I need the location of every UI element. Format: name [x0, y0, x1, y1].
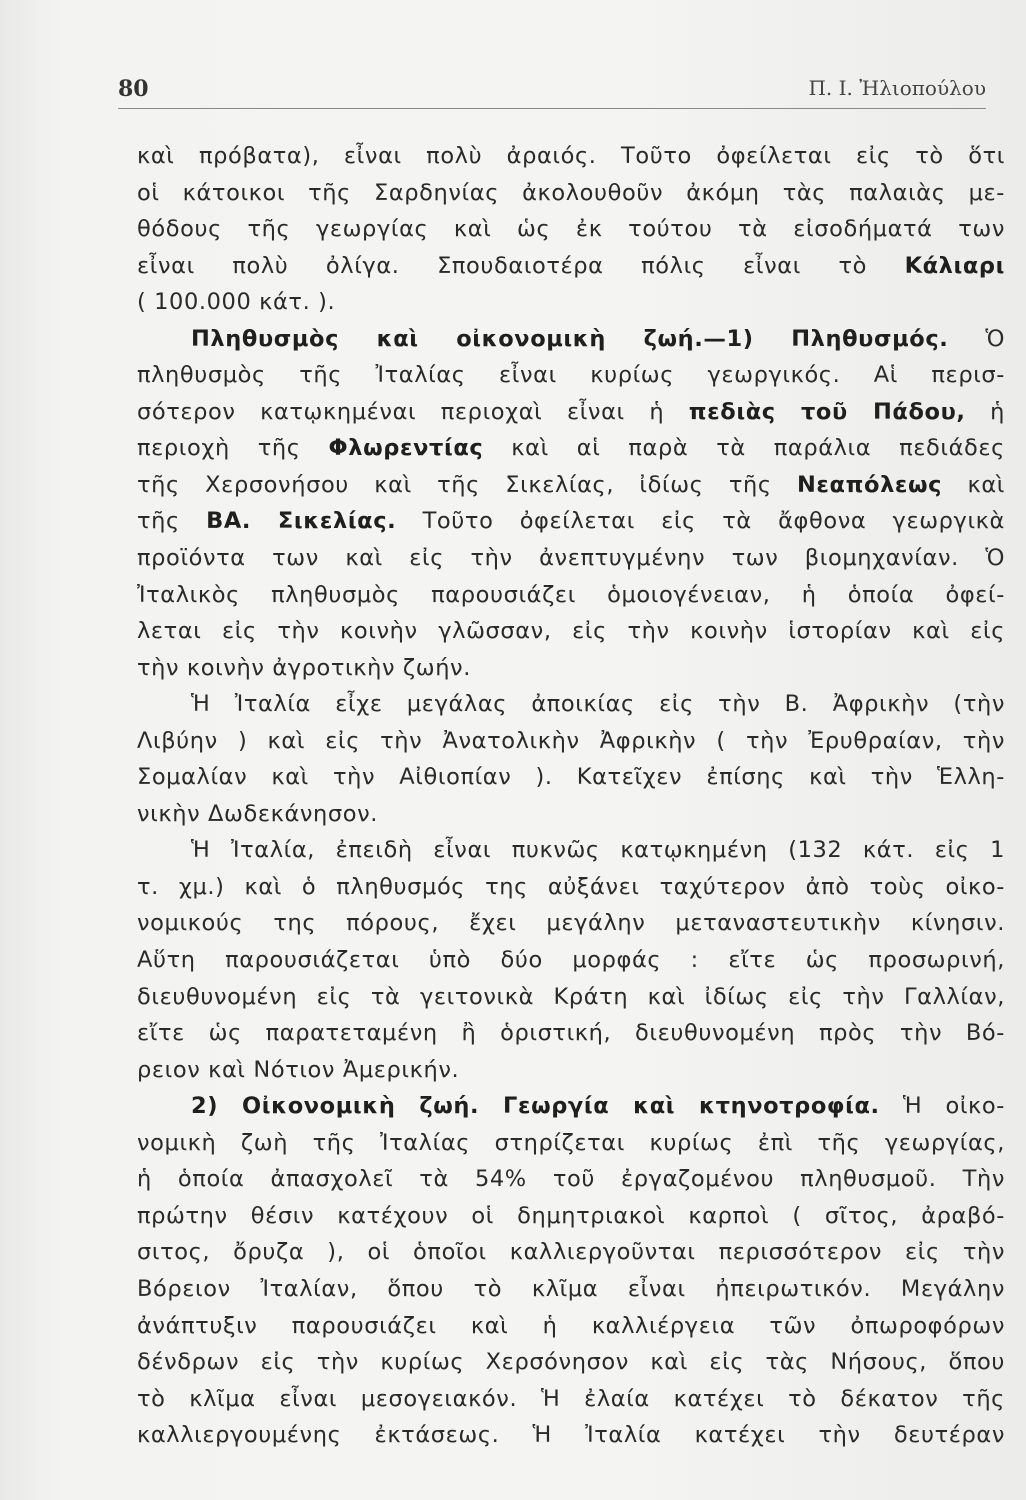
- emphasized-term: Πληθυσμὸς καὶ οἰκονομικὴ ζωή.—1) Πληθυσμός.: [191, 325, 949, 352]
- text-line: Λιβύην ) καὶ εἰς τὴν Ἀνατολικὴν Ἀφρικὴν ( τὴν Ἐρυθραίαν, τὴν: [137, 727, 1005, 754]
- text-line: Ἰταλικὸς πληθυσμὸς παρουσιάζει ὁμοιογένειαν, ἡ ὁποία ὀφεί-: [137, 581, 1005, 608]
- text-line: τὸ κλῖμα εἶναι μεσογειακόν. Ἡ ἐλαία κατέχει τὸ δέκατον τῆς: [137, 1385, 1005, 1412]
- text-line: ἀνάπτυξιν παρουσιάζει καὶ ἡ καλλιέργεια τῶν ὀπωροφόρων: [137, 1312, 1005, 1339]
- text-line: καὶ πρόβατα), εἶναι πολὺ ἀραιός. Τοῦτο ὀφείλεται εἰς τὸ ὅτι: [137, 143, 1005, 169]
- emphasized-term: Κάλιαρι: [904, 252, 1005, 279]
- text-line: ( 100.000 κάτ. ).: [137, 289, 336, 316]
- body-text: [137, 138, 1005, 1454]
- emphasized-term: 2) Οἰκονομικὴ ζωή. Γεωργία καὶ κτηνοτροφία.: [191, 1093, 880, 1120]
- text-line: λεται εἰς τὴν κοινὴν γλῶσσαν, εἰς τὴν κοινὴν ἱστορίαν καὶ εἰς: [137, 618, 1005, 645]
- text-run: καὶ: [942, 471, 1005, 498]
- text-line: ἡ ὁποία ἀπασχολεῖ τὰ 54% τοῦ ἐργαζομένου πληθυσμοῦ. Τὴν: [137, 1166, 1005, 1193]
- text-run: εἶναι πολὺ ὀλίγα. Σπουδαιοτέρα πόλις εἶναι τὸ: [137, 252, 905, 279]
- text-line: προϊόντα των καὶ εἰς τὴν ἀνεπτυγμένην των βιομηχανίαν. Ὁ: [137, 545, 1005, 572]
- page-header: [118, 70, 986, 110]
- running-head: Π. Ι. Ἠλιοπούλου: [808, 76, 986, 100]
- text-line: οἱ κάτοικοι τῆς Σαρδηνίας ἀκολουθοῦν ἀκόμη τὰς παλαιὰς με-: [137, 179, 1005, 206]
- text-line: [137, 1088, 1005, 1125]
- header-rule: [118, 108, 986, 109]
- text-line: τ. χμ.) καὶ ὁ πληθυσμός της αὐξάνει ταχύτερον ἀπὸ τοὺς οἰκο-: [137, 873, 1005, 900]
- text-line: [137, 430, 1005, 467]
- text-run: περιοχὴ τῆς: [137, 435, 329, 462]
- text-line: ρειον καὶ Νότιον Ἀμερικήν.: [137, 1056, 460, 1083]
- text-run: τῆς Χερσονήσου καὶ τῆς Σικελίας, ἰδίως τῆς: [137, 471, 797, 498]
- page-number: 80: [118, 76, 149, 102]
- text-line: πρώτην θέσιν κατέχουν οἱ δημητριακοὶ καρποὶ ( σῖτος, ἀραβό-: [137, 1202, 1005, 1229]
- text-line: τὴν κοινὴν ἀγροτικὴν ζωήν.: [137, 654, 471, 681]
- text-line: νομικούς της πόρους, ἔχει μεγάλην μεταναστευτικὴν κίνησιν.: [137, 910, 1005, 937]
- emphasized-term: Νεαπόλεως: [797, 471, 943, 498]
- text-line: δένδρων εἰς τὴν κυρίως Χερσόνησον καὶ εἰς τὰς Νήσους, ὅπου: [137, 1349, 1005, 1376]
- text-line: [137, 248, 1005, 285]
- text-line: Βόρειον Ἰταλίαν, ὅπου τὸ κλῖμα εἶναι ἠπειρωτικόν. Μεγάλην: [137, 1275, 1005, 1302]
- text-line: Ἡ Ἰταλία, ἐπειδὴ εἶναι πυκνῶς κατῳκημένη (132 κάτ. εἰς 1: [191, 837, 1005, 864]
- text-line: [137, 394, 1005, 431]
- text-line: [137, 321, 1005, 358]
- text-run: τῆς: [137, 508, 207, 535]
- text-line: διευθυνομένη εἰς τὰ γειτονικὰ Κράτη καὶ ἰδίως εἰς τὴν Γαλλίαν,: [137, 983, 1005, 1010]
- text-line: [137, 503, 1005, 540]
- text-line: [137, 467, 1005, 504]
- text-line: θόδους τῆς γεωργίας καὶ ὡς ἐκ τούτου τὰ εἰσοδήματά των: [137, 216, 1005, 243]
- text-run: σότερον κατῳκημέναι περιοχαὶ εἶναι ἡ: [137, 398, 689, 425]
- text-line: νομικὴ ζωὴ τῆς Ἰταλίας στηρίζεται κυρίως ἐπὶ τῆς γεωργίας,: [137, 1129, 1005, 1156]
- emphasized-term: πεδιὰς τοῦ Πάδου,: [688, 398, 966, 425]
- text-line: νικὴν Δωδεκάνησον.: [137, 800, 379, 827]
- text-run: ἡ: [965, 398, 1005, 425]
- text-run: Ἡ οἰκο-: [879, 1093, 1005, 1120]
- emphasized-term: ΒΑ. Σικελίας.: [206, 508, 397, 535]
- emphasized-term: Φλωρεντίας: [328, 435, 484, 462]
- text-run: Ὁ: [948, 325, 1005, 352]
- text-line: Σομαλίαν καὶ τὴν Αἰθιοπίαν ). Κατεῖχεν ἐπίσης καὶ τὴν Ἑλλη-: [137, 764, 1005, 791]
- text-line: Ἡ Ἰταλία εἶχε μεγάλας ἀποικίας εἰς τὴν Β. Ἀφρικὴν (τὴν: [191, 691, 1005, 718]
- text-run: καὶ αἱ παρὰ τὰ παράλια πεδιάδες: [483, 435, 1005, 462]
- text-line: εἴτε ὡς παρατεταμένη ἢ ὁριστική, διευθυνομένη πρὸς τὴν Βό-: [137, 1020, 1005, 1047]
- text-line: σιτος, ὄρυζα ), οἱ ὁποῖοι καλλιεργοῦνται περισσότερον εἰς τὴν: [137, 1239, 1005, 1266]
- text-line: καλλιεργουμένης ἐκτάσεως. Ἡ Ἰταλία κατέχει τὴν δευτέραν: [137, 1422, 1005, 1449]
- text-line: Αὕτη παρουσιάζεται ὑπὸ δύο μορφάς : εἴτε ὡς προσωρινή,: [137, 947, 1005, 974]
- text-run: Τοῦτο ὀφείλεται εἰς τὰ ἄφθονα γεωργικὰ: [396, 508, 1005, 535]
- text-line: πληθυσμὸς τῆς Ἰταλίας εἶναι κυρίως γεωργικός. Αἱ περισ-: [137, 362, 1005, 389]
